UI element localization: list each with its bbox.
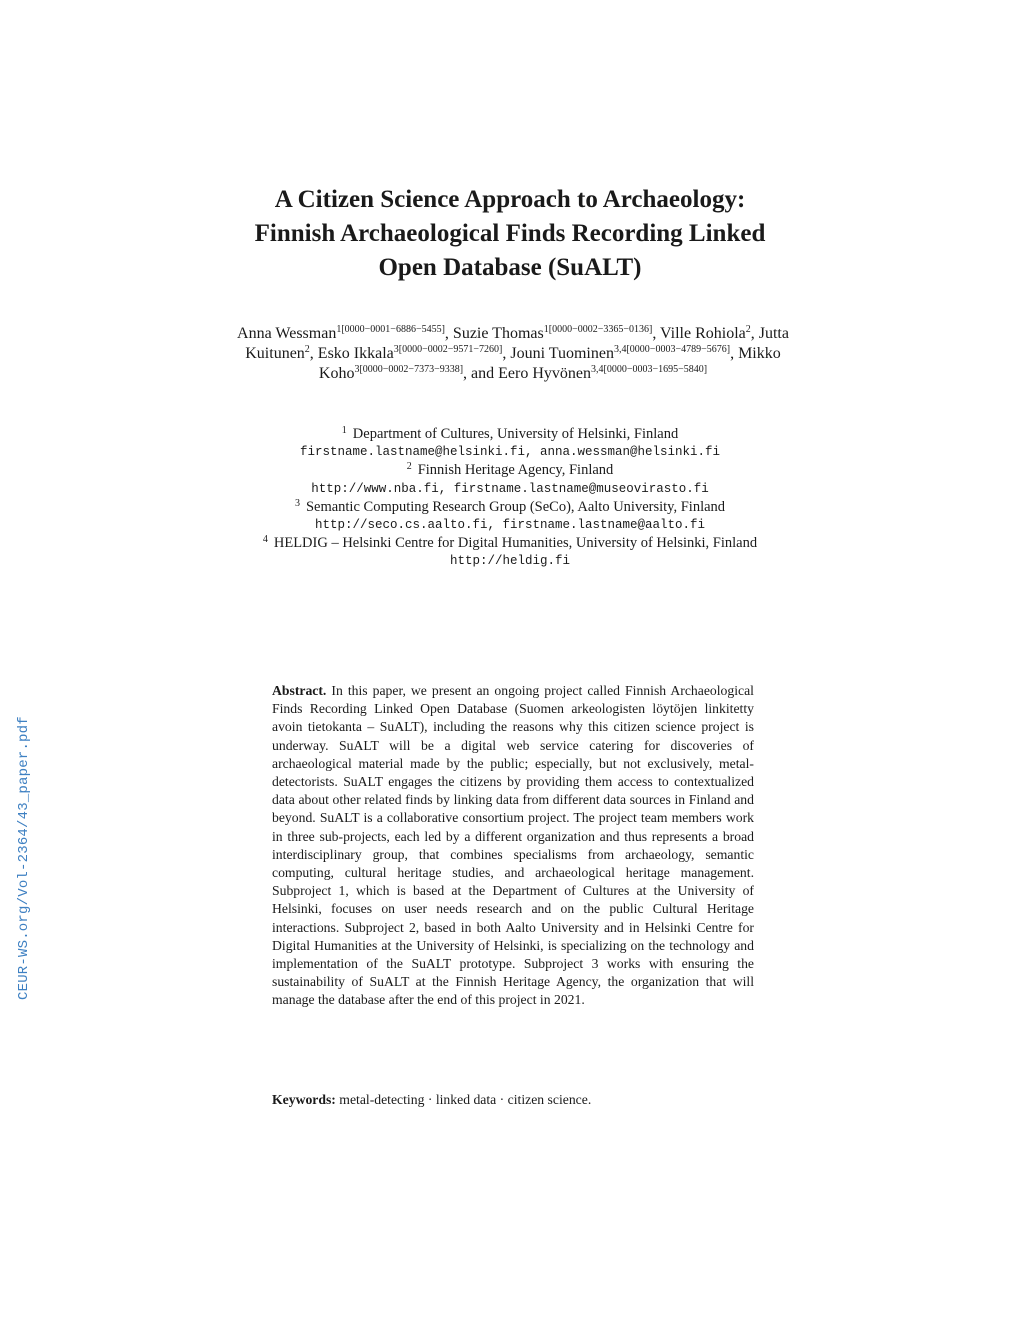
author-name: Suzie Thomas [452,325,544,342]
affiliation [190,534,830,552]
author-separator: , [502,345,511,362]
author-separator: , [750,325,759,342]
author-name: Eero Hyvönen [498,365,592,382]
author-separator: , [309,345,318,362]
affiliation-links[interactable]: firstname.lastname@helsinki.fi, anna.wessman@helsinki.fi [299,445,721,460]
keywords-label: Keywords: [272,1092,336,1107]
author-name: Ville Rohiola [660,325,746,342]
title-line-2: Finnish Archaeological Finds Recording Linked [254,220,766,247]
author-list [222,324,804,384]
author-sup: 3[0000−0002−7373−9338] [354,364,464,375]
affiliation-list [190,425,830,571]
author-separator: , and [463,365,499,382]
affiliation-mark: 3 [294,497,300,509]
affiliation-links[interactable]: http://www.nba.fi, firstname.lastname@museovirasto.fi [311,481,709,496]
affiliation [190,425,830,443]
affiliation [190,498,830,516]
author-name: Mikko Koho [318,345,781,382]
abstract-text: In this paper, we present an ongoing project called Finnish Archaeological Finds Recording Linked Open Database (Suomen arkeologisten löytöjen linkitetty avoin tietokanta – SuALT), including the reasons why this citizen science project is underway. SuALT will be a digital web service catering for discoveries of archaeological material made by the public; especially, but not exclusively, metal-detectorists. SuALT engages the citizens by providing them access to contextualized data about other related finds by linking data from different data sources in Finland and beyond. SuALT is a collaborative consortium project. The project team members work in three sub-projects, each led by a different organization and thus represents a broad interdisciplinary group, that combines specialisms from archaeology, semantic computing, cultural heritage studies, and archaeological heritage management. Subproject 1, which is based at the Department of Cultures at the University of Helsinki, focuses on user needs research and on the public Cultural Heritage interactions. Subproject 2, based in both Aalto University and in Helsinki Centre for Digital Humanities at the University of Helsinki, is specializing on the technology and implementation of the SuALT prototype. Subproject 3 works with ensuring the sustainability of SuALT at the Finnish Heritage Agency, the organization that will manage the database after the end of this project in 2021. [272,683,754,1008]
affiliation-text: Finnish Heritage Agency, Finland [417,462,614,479]
author-separator: , [730,345,739,362]
author-separator: , [652,325,661,342]
affiliation-mark: 1 [341,425,347,436]
author-separator: , [444,325,453,342]
author-sup: 1[0000−0002−3365−0136] [543,324,653,335]
author-name: Jutta Kuitunen [245,325,789,362]
author-name: Anna Wessman [237,325,337,342]
author-sup: 3,4[0000−0003−1695−5840] [591,364,708,375]
author-sup: 1[0000−0001−6886−5455] [336,324,445,335]
title-line-1: A Citizen Science Approach to Archaeology: [274,186,746,213]
affiliation-text: Department of Cultures, University of Helsinki, Finland [352,426,679,442]
keywords [272,1092,754,1108]
abstract-label: Abstract. [272,683,327,698]
paper-title [0,183,1020,285]
affiliation [190,461,830,479]
affiliation-mark: 4 [262,534,268,546]
ceur-side-link[interactable]: CEUR-WS.org/Vol-2364/43_paper.pdf [16,716,32,1000]
affiliation-text: Semantic Computing Research Group (SeCo), Aalto University, Finland [305,498,726,515]
author-sup: 3,4[0000−0003−4789−5676] [613,344,731,355]
keywords-text: metal-detecting · linked data · citizen science. [339,1092,592,1107]
author-sup: 2 [745,324,751,335]
author-sup: 3[0000−0002−9571−7260] [393,344,503,355]
title-line-3: Open Database (SuALT) [378,254,642,281]
author-sup: 2 [304,344,310,355]
abstract [272,682,754,1010]
affiliation-text: HELDIG – Helsinki Centre for Digital Humanities, University of Helsinki, Finland [273,535,758,552]
affiliation-links[interactable]: http://heldig.fi [449,554,571,569]
author-name: Jouni Tuominen [510,345,614,362]
author-name: Esko Ikkala [317,345,394,362]
affiliation-links[interactable]: http://seco.cs.aalto.fi, firstname.lastname@aalto.fi [314,518,706,533]
affiliation-mark: 2 [406,461,412,473]
